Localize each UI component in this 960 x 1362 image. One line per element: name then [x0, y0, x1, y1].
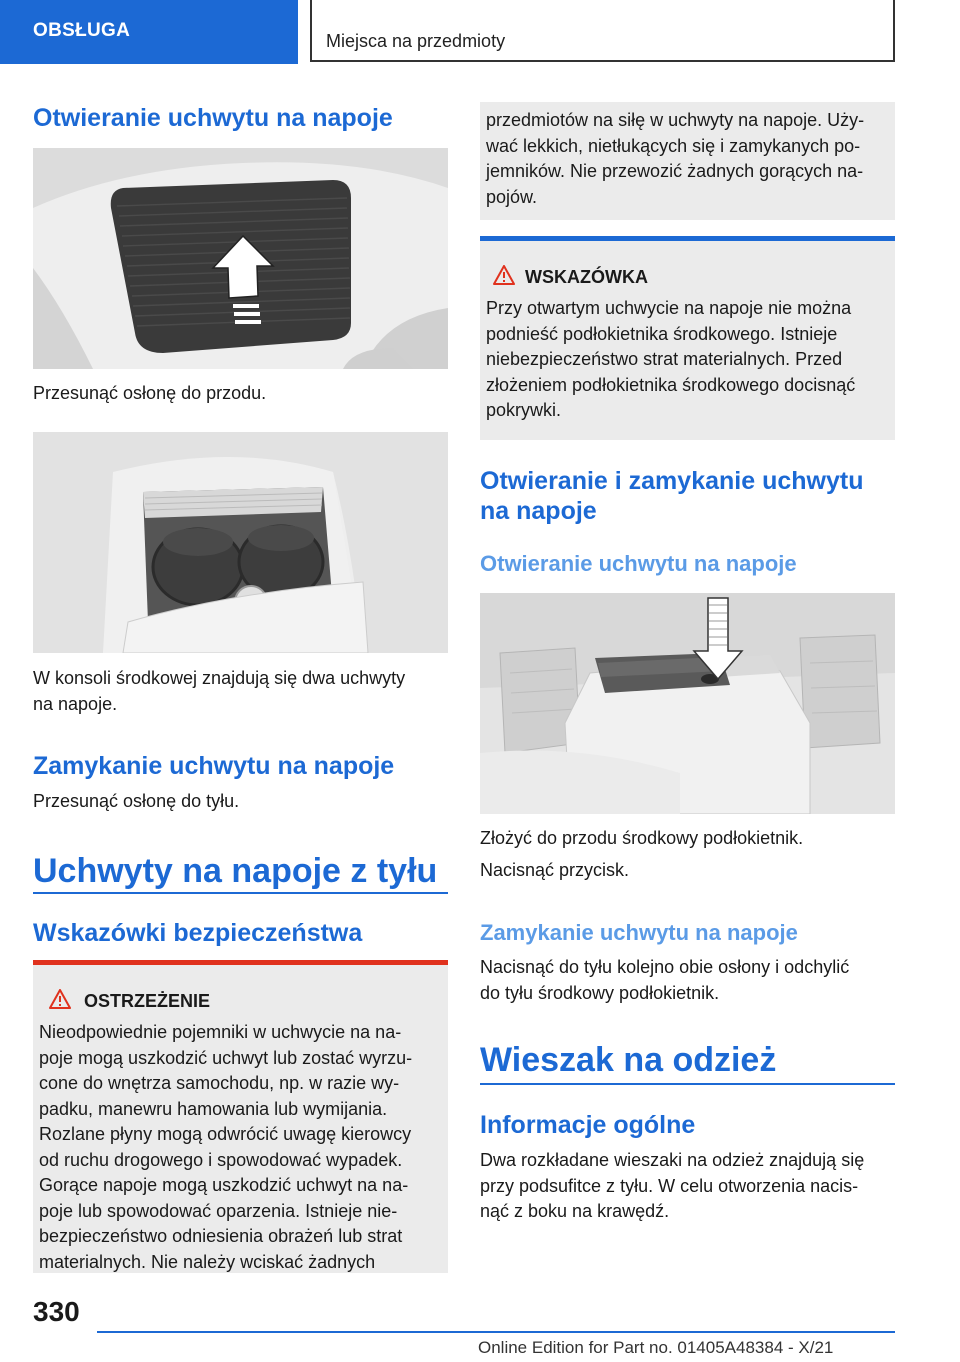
image-rear-armrest — [480, 593, 895, 814]
warning-box — [33, 965, 448, 1273]
heading-rear-holders: Uchwyty na napoje z tyłu — [33, 852, 438, 890]
section-title: OBSŁUGA — [33, 20, 131, 41]
footer-edition: Online Edition for Part no. 01405A48384 - X/21 — [478, 1338, 834, 1357]
warning-line: cone do wnętrza samochodu, np. w razie wy- — [39, 1073, 400, 1093]
heading-safety: Wskazówki bezpieczeństwa — [33, 919, 363, 947]
page-number: 330 — [33, 1296, 80, 1327]
notice-line: niebezpieczeństwo strat materialnych. Przed — [486, 349, 843, 369]
warning-line: poje lub spowodować oparzenia. Istnieje nie- — [39, 1200, 398, 1221]
image-cupholders-front — [33, 432, 448, 653]
heading-close-rear: Zamykanie uchwytu na napoje — [480, 920, 798, 945]
heading-openclose-line2: na napoje — [480, 497, 597, 525]
heading-openclose-line1: Otwieranie i zamykanie uchwytu — [480, 467, 864, 495]
general-line: nąć z boku na krawędź. — [480, 1201, 670, 1221]
warning-line: jemników. Nie przewozić żadnych gorących na- — [486, 161, 864, 181]
notice-box — [480, 241, 895, 440]
notice-line: podnieść podłokietnika środkowego. Istnieje — [486, 323, 838, 344]
warning-line: Nieodpowiednie pojemniki w uchwycie na na- — [39, 1022, 402, 1042]
warning-line: Rozlane płyny mogą odwrócić uwagę kierowcy — [39, 1124, 412, 1144]
warning-line: od ruchu drogowego i spowodować wypadek. — [39, 1149, 403, 1170]
section-tab — [0, 0, 298, 64]
warning-title: OSTRZEŻENIE — [84, 991, 211, 1011]
warning-line: wać lekkich, nietłukących się i zamykanych po- — [486, 135, 861, 156]
text-press-button: Nacisnąć przycisk. — [480, 860, 630, 880]
warning-line: Gorące napoje mogą uszkodzić uchwyt na na- — [39, 1175, 409, 1195]
caption-two-holders-line1: W konsoli środkowej znajdują się dwa uchwyty — [33, 668, 406, 688]
notice-line: złożeniem podłokietnika środkowego docisnąć — [486, 374, 856, 395]
warning-box-continued — [480, 102, 895, 220]
notice-icon — [493, 265, 515, 290]
warning-line: przedmiotów na siłę w uchwyty na napoje. Uży- — [486, 110, 865, 130]
caption-fold-armrest: Złożyć do przodu środkowy podłokietnik. — [480, 828, 804, 848]
heading-open-holder: Otwieranie uchwytu na napoje — [33, 104, 393, 132]
chapter-title: Miejsca na przedmioty — [326, 31, 506, 51]
caption-two-holders-line2: na napoje. — [33, 694, 118, 714]
general-line: przy podsufitce z tyłu. W celu otworzenia nacis- — [480, 1175, 859, 1196]
text-cover-back: Przesunąć osłonę do tyłu. — [33, 791, 240, 811]
chapter-header — [310, 0, 895, 62]
general-line: Dwa rozkładane wieszaki na odzież znajdują się — [480, 1150, 865, 1170]
heading-clothes-hanger: Wieszak na odzież — [480, 1041, 777, 1079]
warning-line: pojów. — [486, 186, 538, 207]
heading-general-info: Informacje ogólne — [480, 1111, 696, 1139]
warning-line: poje mogą uszkodzić uchwyt lub zostać wyrzu- — [39, 1047, 413, 1068]
warning-line: materialnych. Nie należy wciskać żadnych — [39, 1251, 376, 1272]
caption-cover-forward: Przesunąć osłonę do przodu. — [33, 383, 267, 403]
notice-line: Przy otwartym uchwycie na napoje nie można — [486, 298, 852, 318]
text-close-line1: Nacisnąć do tyłu kolejno obie osłony i odchylić — [480, 957, 850, 977]
footer-rule — [97, 1331, 895, 1333]
warning-line: padku, manewru hamowania lub wymijania. — [39, 1098, 388, 1119]
notice-title: WSKAZÓWKA — [525, 267, 648, 287]
notice-line: pokrywki. — [486, 400, 562, 420]
heading-rule — [480, 1083, 895, 1085]
image-console-cover — [33, 148, 448, 369]
heading-open-rear: Otwieranie uchwytu na napoje — [480, 551, 797, 576]
warning-line: bezpieczeństwo odniesienia obrażeń lub strat — [39, 1226, 403, 1246]
heading-close-holder: Zamykanie uchwytu na napoje — [33, 752, 395, 780]
heading-rule — [33, 892, 448, 894]
text-close-line2: do tyłu środkowy podłokietnik. — [480, 983, 720, 1003]
warning-icon — [49, 989, 71, 1014]
